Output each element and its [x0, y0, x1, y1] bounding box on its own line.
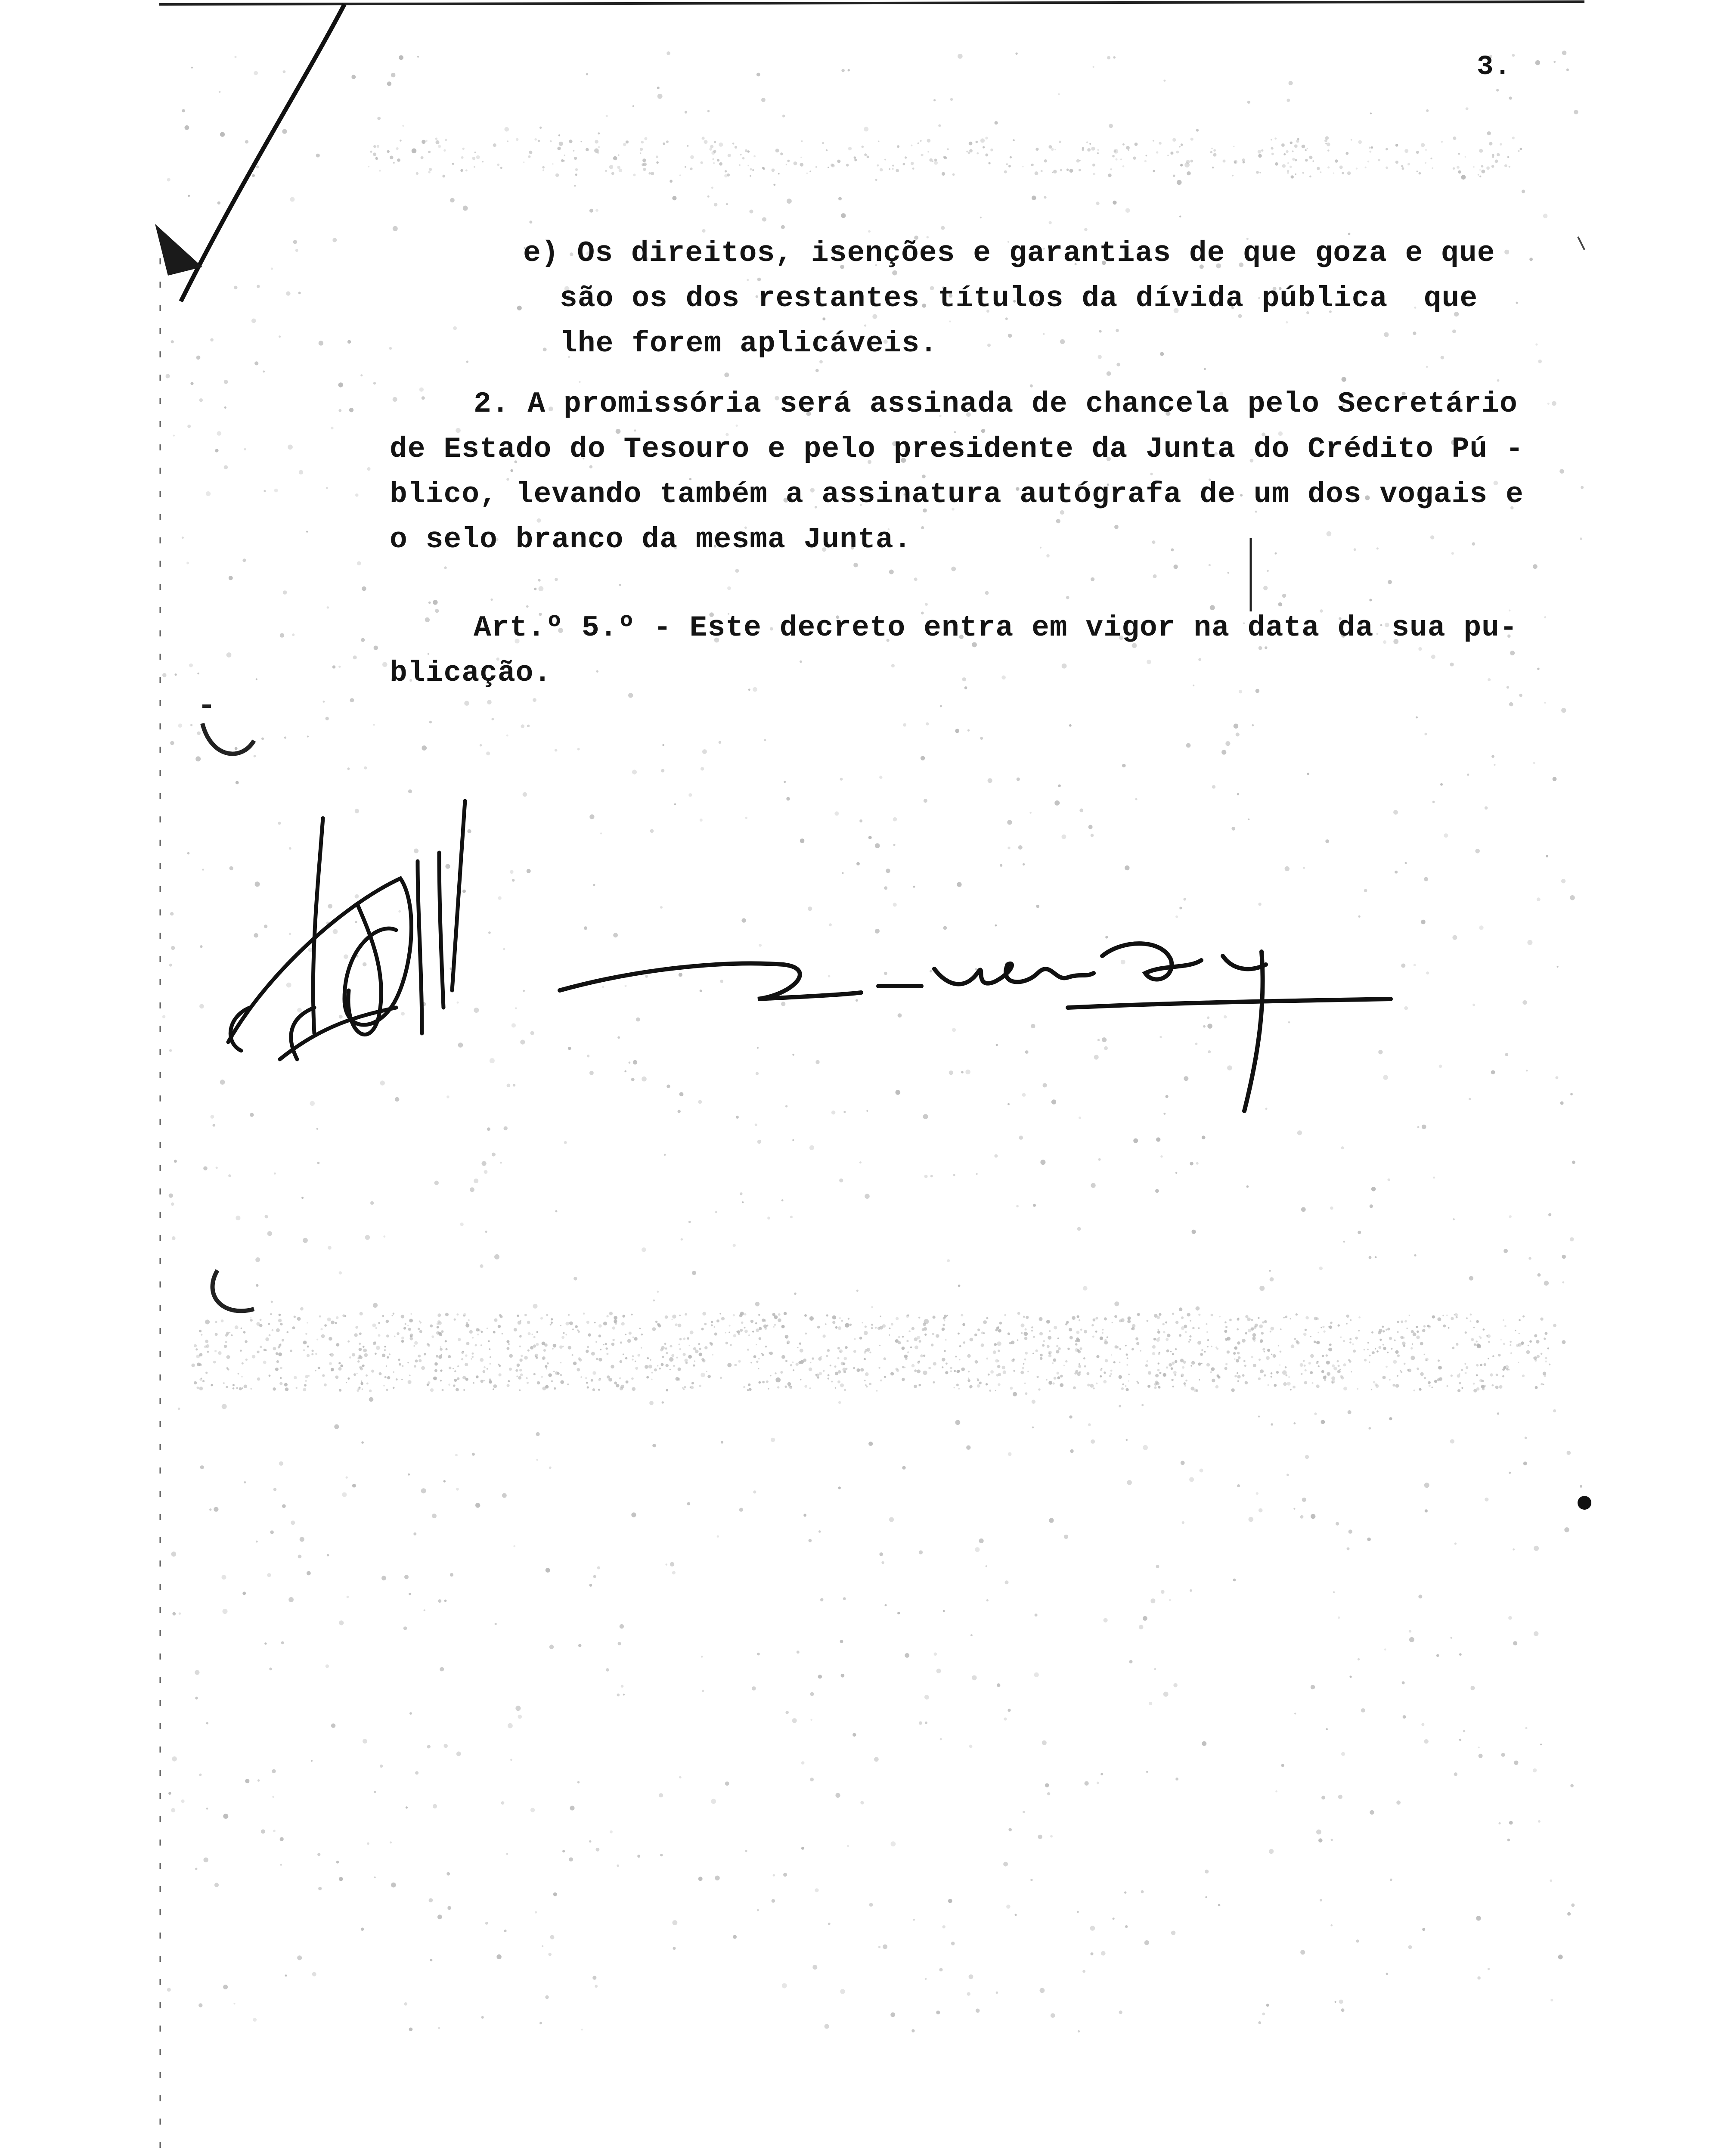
item-2-line-3: blico, levando também a assinatura autógrafa de um dos vogais e [390, 478, 1524, 511]
item-e-line-3: lhe forem aplicáveis. [560, 327, 938, 360]
item-2-line-2: de Estado do Tesouro e pelo presidente da Junta do Crédito Pú - [390, 433, 1524, 466]
signature-left [215, 792, 517, 1085]
item-e-line-1: e) Os direitos, isenções e garantias de que goza e que [523, 237, 1495, 270]
punch-hole-lower [213, 1270, 254, 1311]
punch-hole-upper [202, 723, 254, 754]
page-number: 3. [1477, 52, 1512, 83]
item-2-line-4: o selo branco da mesma Junta. [390, 523, 912, 556]
item-e-line-2: são os dos restantes títulos da dívida pública que [560, 282, 1478, 315]
item-2-line-1: 2. A promissória será assinada de chancela pelo Secretário [474, 388, 1518, 421]
article-5-line-1: Art.º 5.º - Este decreto entra em vigor na data da sua pu- [474, 611, 1518, 645]
article-5-line-2: blicação. [390, 657, 552, 690]
signature-right [551, 921, 1412, 1128]
